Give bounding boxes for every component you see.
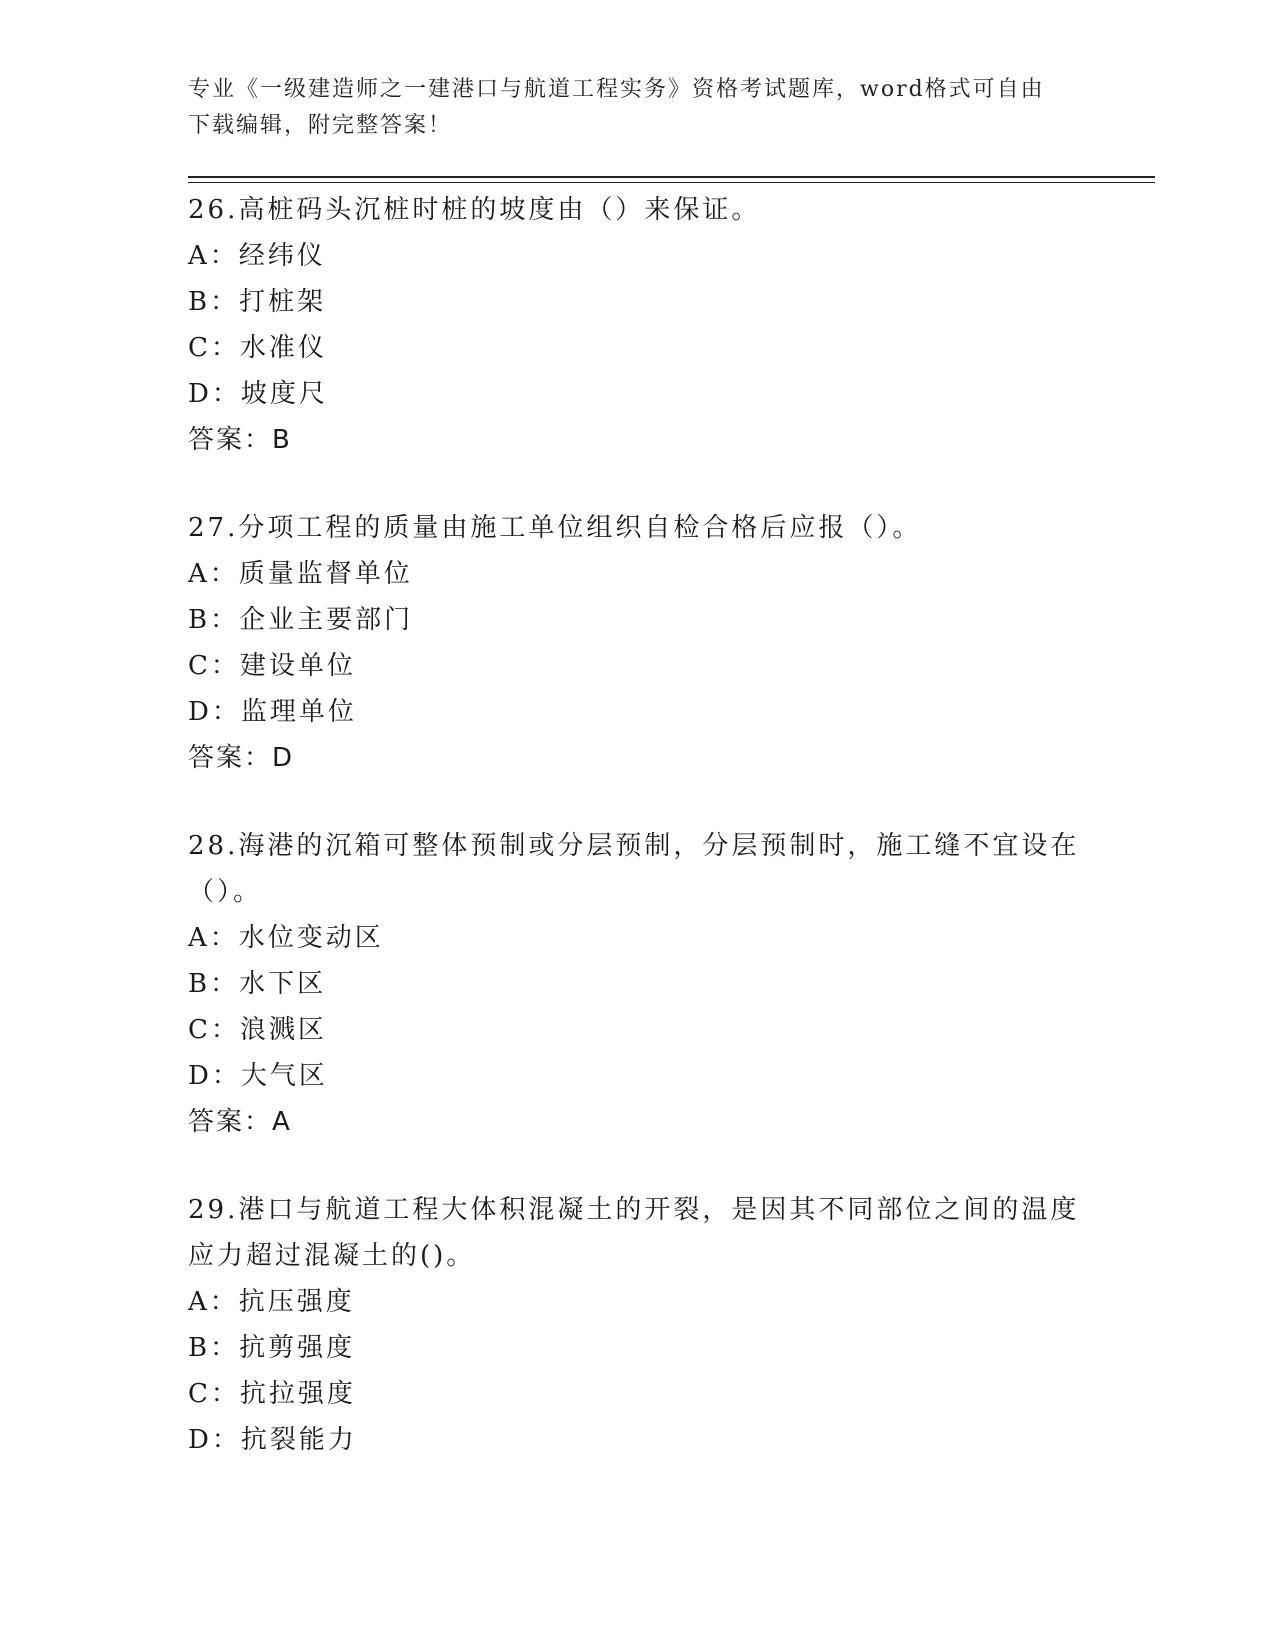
question-29 bbox=[188, 1187, 1088, 1463]
option-d: D：抗裂能力 bbox=[188, 1425, 357, 1455]
option-c: C：抗拉强度 bbox=[188, 1379, 356, 1409]
option-a: A：水位变动区 bbox=[188, 923, 384, 953]
question-stem: 26.高桩码头沉桩时桩的坡度由（）来保证。 bbox=[188, 195, 761, 225]
answer: 答案：D bbox=[188, 743, 295, 773]
question-28 bbox=[188, 823, 1088, 1145]
option-b: B：抗剪强度 bbox=[188, 1333, 356, 1363]
question-stem: 29.港口与航道工程大体积混凝土的开裂，是因其不同部位之间的温度应力超过混凝土的()。 bbox=[188, 1195, 1080, 1271]
question-list bbox=[188, 187, 1088, 1505]
question-stem: 28.海港的沉箱可整体预制或分层预制，分层预制时，施工缝不宜设在（）。 bbox=[188, 831, 1080, 907]
option-a: A：经纬仪 bbox=[188, 241, 326, 271]
option-c: C：浪溅区 bbox=[188, 1015, 327, 1045]
question-stem: 27.分项工程的质量由施工单位组织自检合格后应报（）。 bbox=[188, 513, 922, 543]
header-line-1: 专业《一级建造师之一建港口与航道工程实务》资格考试题库，word格式可自由 bbox=[188, 77, 1045, 102]
option-a: A：抗压强度 bbox=[188, 1287, 355, 1317]
option-b: B：水下区 bbox=[188, 969, 327, 999]
question-26 bbox=[188, 187, 1088, 463]
answer: 答案：A bbox=[188, 1107, 292, 1137]
header-line-2: 下载编辑，附完整答案！ bbox=[188, 113, 453, 138]
header-divider-thick bbox=[188, 176, 1155, 178]
option-b: B：打桩架 bbox=[188, 287, 327, 317]
document-header bbox=[188, 72, 1068, 144]
option-c: C：水准仪 bbox=[188, 333, 327, 363]
option-d: D：大气区 bbox=[188, 1061, 328, 1091]
option-c: C：建设单位 bbox=[188, 651, 356, 681]
option-a: A：质量监督单位 bbox=[188, 559, 413, 589]
answer: 答案：B bbox=[188, 425, 292, 455]
option-b: B：企业主要部门 bbox=[188, 605, 414, 635]
header-divider-thin bbox=[188, 182, 1155, 183]
option-d: D：监理单位 bbox=[188, 697, 357, 727]
option-d: D：坡度尺 bbox=[188, 379, 328, 409]
question-27 bbox=[188, 505, 1088, 781]
